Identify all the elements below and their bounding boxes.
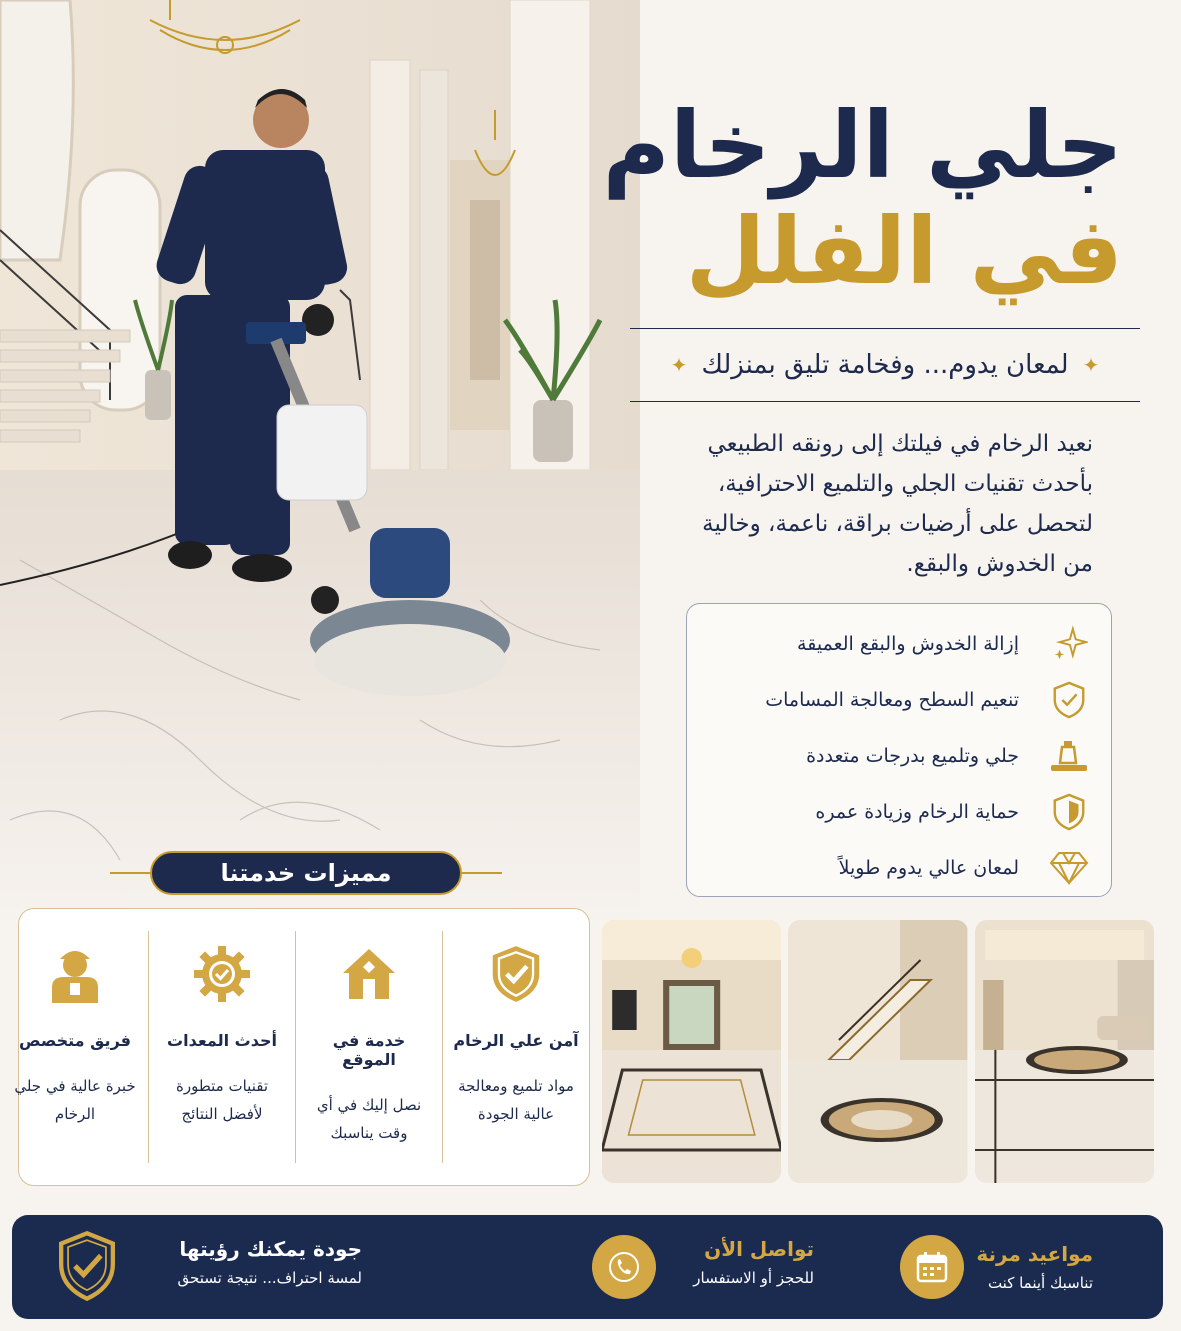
home-icon bbox=[334, 939, 404, 1009]
feature-label: لمعان عالي يدوم طويلاً bbox=[838, 857, 1019, 879]
polish-bottle-icon bbox=[1047, 734, 1091, 778]
quality-shield-wrap bbox=[56, 1229, 118, 1307]
service-desc: خبرة عالية في جلي الرخام bbox=[14, 1077, 136, 1123]
gallery-image-living-room bbox=[602, 920, 781, 1183]
service-desc: نصل إليك في أي وقت يناسبك bbox=[316, 1096, 422, 1142]
shield-check-icon bbox=[56, 1229, 118, 1307]
service-title: آمن علي الرخام bbox=[453, 1031, 579, 1050]
feature-item bbox=[707, 784, 1091, 840]
hero-photo bbox=[0, 0, 640, 920]
feature-label: تنعيم السطح ومعالجة المسامات bbox=[765, 689, 1019, 711]
service-card bbox=[148, 931, 295, 1163]
feature-label: حماية الرخام وزيادة عمره bbox=[815, 801, 1019, 823]
gear-check-icon bbox=[187, 939, 257, 1009]
gallery-image-foyer bbox=[975, 920, 1154, 1183]
shield-check-icon bbox=[481, 939, 551, 1009]
service-title: فريق متخصص bbox=[19, 1031, 131, 1050]
contact-subtitle: للحجز أو الاستفسار bbox=[693, 1269, 814, 1287]
gallery bbox=[602, 920, 1154, 1183]
services-heading: مميزات خدمتنا bbox=[150, 851, 462, 895]
intro-line: نعيد الرخام في فيلتك إلى رونقه الطبيعي bbox=[707, 431, 1093, 457]
service-card bbox=[442, 931, 589, 1163]
feature-item bbox=[707, 728, 1091, 784]
service-desc: تقنيات متطورة لأفضل النتائج bbox=[176, 1077, 268, 1123]
services-heading-band bbox=[110, 850, 502, 896]
feature-item bbox=[707, 672, 1091, 728]
quality-title: جودة يمكنك رؤيتها bbox=[179, 1237, 362, 1261]
phone-icon[interactable] bbox=[592, 1235, 656, 1299]
intro-line: لتحصل على أرضيات براقة، ناعمة، وخالية bbox=[702, 511, 1093, 537]
quality-info bbox=[152, 1237, 362, 1287]
marble-polishing-scene bbox=[0, 0, 640, 920]
intro-line: بأحدث تقنيات الجلي والتلميع الاحترافية، bbox=[717, 471, 1093, 497]
calendar-icon-wrap bbox=[900, 1235, 964, 1299]
schedule-info bbox=[976, 1242, 1115, 1292]
quality-subtitle: لمسة احتراف... نتيجة تستحق bbox=[177, 1269, 362, 1287]
tagline: لمعان يدوم... وفخامة تليق بمنزلك bbox=[701, 350, 1069, 380]
schedule-title: مواعيد مرنة bbox=[976, 1242, 1093, 1266]
calendar-icon bbox=[900, 1235, 964, 1299]
headline-line-2: في الفلل bbox=[685, 198, 1123, 305]
ornament-line bbox=[110, 872, 150, 874]
feature-item bbox=[707, 840, 1091, 896]
feature-item bbox=[707, 616, 1091, 672]
headline-line-1: جلي الرخام bbox=[602, 92, 1123, 199]
ornament-line bbox=[462, 872, 502, 874]
service-title: أحدث المعدات bbox=[167, 1031, 277, 1050]
tagline-band bbox=[630, 328, 1140, 402]
sparkle-icon bbox=[1047, 622, 1091, 666]
sparkle-ornament-icon: ✦ bbox=[1082, 353, 1100, 377]
gallery-image-staircase bbox=[788, 920, 967, 1183]
contact-title: تواصل الأن bbox=[704, 1237, 814, 1261]
feature-list bbox=[686, 603, 1112, 897]
diamond-icon bbox=[1047, 846, 1091, 890]
bottom-info-bar bbox=[12, 1215, 1163, 1319]
intro-paragraph bbox=[663, 424, 1093, 584]
services-panel bbox=[14, 908, 590, 1186]
worker-icon bbox=[40, 939, 110, 1009]
service-card bbox=[2, 931, 148, 1163]
sparkle-ornament-icon: ✦ bbox=[670, 353, 688, 377]
phone-icon-wrap[interactable] bbox=[592, 1235, 656, 1299]
shield-icon bbox=[1047, 790, 1091, 834]
feature-label: جلي وتلميع بدرجات متعددة bbox=[806, 745, 1019, 767]
service-card bbox=[295, 931, 442, 1163]
feature-label: إزالة الخدوش والبقع العميقة bbox=[797, 633, 1019, 655]
schedule-subtitle: تناسبك أينما كنت bbox=[987, 1274, 1093, 1292]
intro-line: من الخدوش والبقع. bbox=[906, 551, 1093, 577]
service-desc: مواد تلميع ومعالجة عالية الجودة bbox=[458, 1077, 574, 1123]
shield-check-icon bbox=[1047, 678, 1091, 722]
contact-info bbox=[654, 1237, 814, 1287]
service-title: خدمة في الموقع bbox=[332, 1031, 406, 1069]
